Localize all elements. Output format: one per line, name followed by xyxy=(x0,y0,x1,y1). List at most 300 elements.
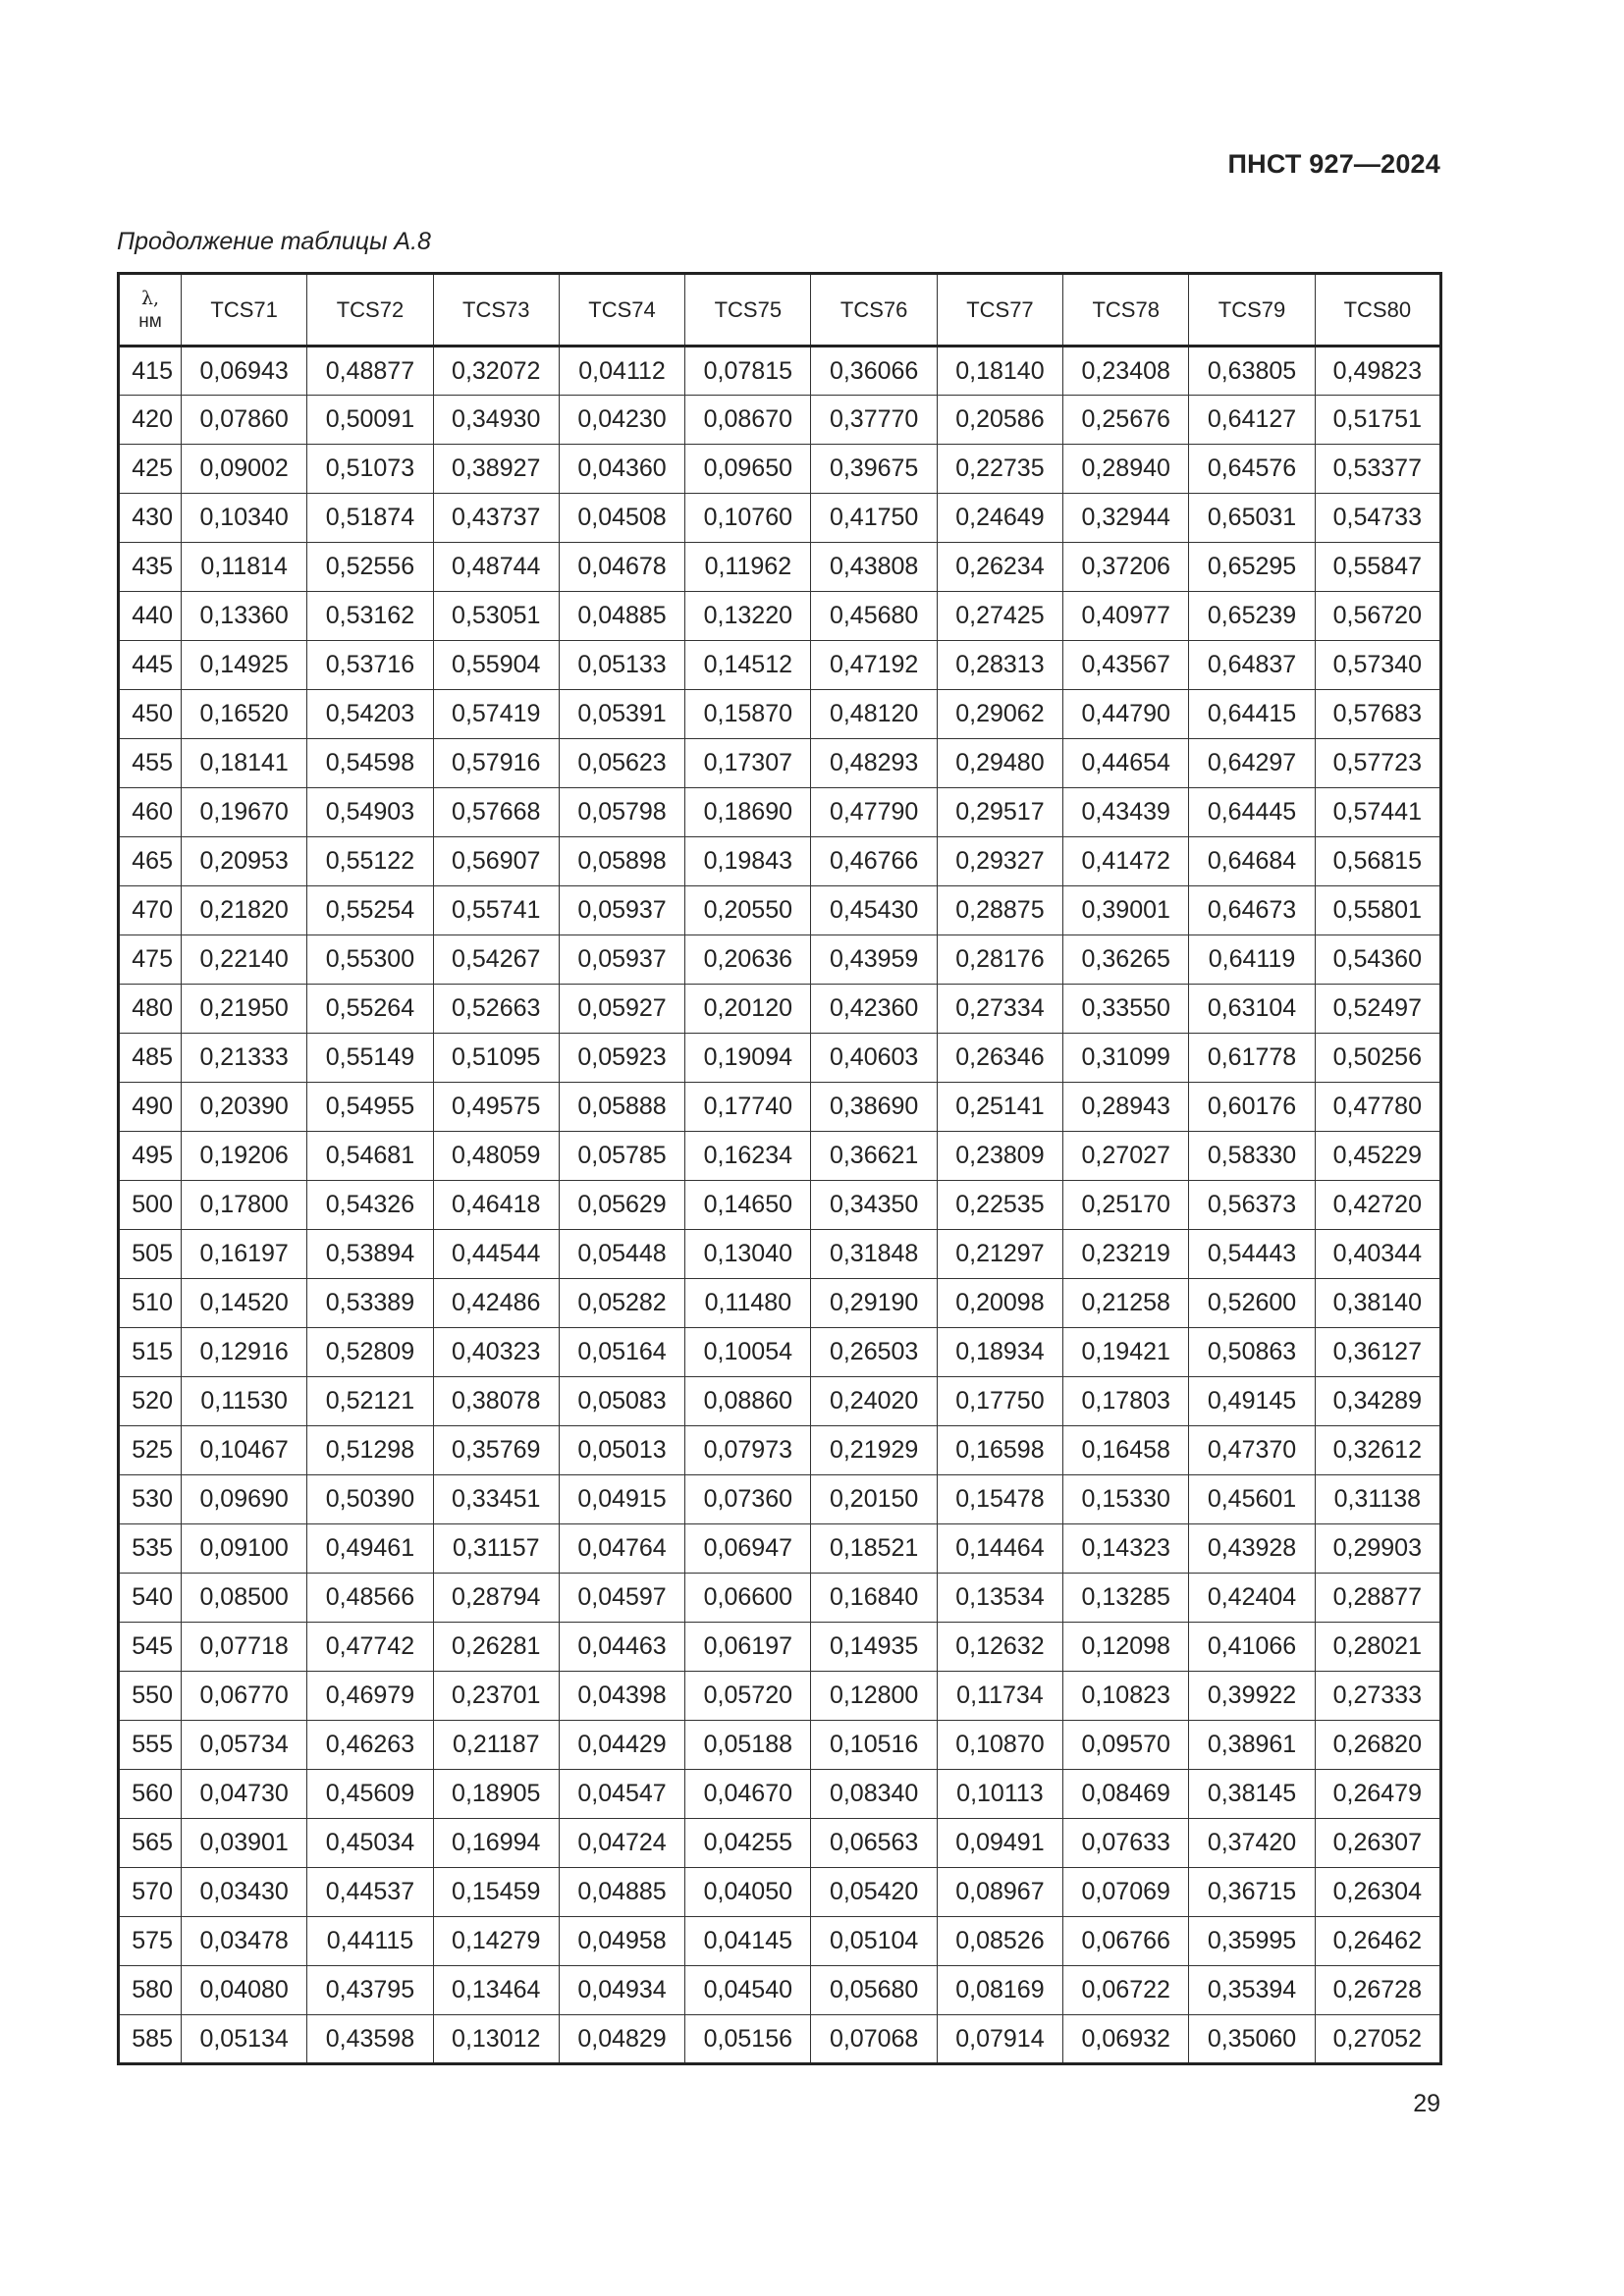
value-cell: 0,21297 xyxy=(937,1230,1062,1279)
value-cell: 0,50390 xyxy=(307,1475,433,1524)
value-cell: 0,27333 xyxy=(1315,1672,1440,1721)
value-cell: 0,47790 xyxy=(811,788,937,837)
value-cell: 0,19843 xyxy=(685,837,811,886)
value-cell: 0,07973 xyxy=(685,1426,811,1475)
value-cell: 0,32612 xyxy=(1315,1426,1440,1475)
value-cell: 0,19094 xyxy=(685,1034,811,1083)
value-cell: 0,18934 xyxy=(937,1328,1062,1377)
value-cell: 0,29480 xyxy=(937,739,1062,788)
value-cell: 0,03430 xyxy=(182,1868,307,1917)
value-cell: 0,11962 xyxy=(685,543,811,592)
value-cell: 0,36265 xyxy=(1063,935,1189,985)
value-cell: 0,42360 xyxy=(811,985,937,1034)
value-cell: 0,35769 xyxy=(433,1426,559,1475)
value-cell: 0,52663 xyxy=(433,985,559,1034)
value-cell: 0,04508 xyxy=(559,494,684,543)
wavelength-cell: 425 xyxy=(119,445,182,494)
value-cell: 0,29062 xyxy=(937,690,1062,739)
value-cell: 0,23701 xyxy=(433,1672,559,1721)
value-cell: 0,56815 xyxy=(1315,837,1440,886)
value-cell: 0,41750 xyxy=(811,494,937,543)
value-cell: 0,54955 xyxy=(307,1083,433,1132)
value-cell: 0,05937 xyxy=(559,935,684,985)
wavelength-cell: 505 xyxy=(119,1230,182,1279)
value-cell: 0,43567 xyxy=(1063,641,1189,690)
value-cell: 0,25170 xyxy=(1063,1181,1189,1230)
value-cell: 0,53051 xyxy=(433,592,559,641)
table-row xyxy=(119,1966,1441,2015)
value-cell: 0,07914 xyxy=(937,2015,1062,2064)
value-cell: 0,56720 xyxy=(1315,592,1440,641)
value-cell: 0,36066 xyxy=(811,347,937,396)
value-cell: 0,52556 xyxy=(307,543,433,592)
value-cell: 0,39675 xyxy=(811,445,937,494)
value-cell: 0,64415 xyxy=(1189,690,1315,739)
value-cell: 0,36715 xyxy=(1189,1868,1315,1917)
table-row xyxy=(119,1623,1441,1672)
value-cell: 0,12800 xyxy=(811,1672,937,1721)
value-cell: 0,20953 xyxy=(182,837,307,886)
wavelength-cell: 525 xyxy=(119,1426,182,1475)
value-cell: 0,37206 xyxy=(1063,543,1189,592)
table-row xyxy=(119,1574,1441,1623)
value-cell: 0,04145 xyxy=(685,1917,811,1966)
value-cell: 0,55122 xyxy=(307,837,433,886)
value-cell: 0,13012 xyxy=(433,2015,559,2064)
value-cell: 0,15870 xyxy=(685,690,811,739)
value-cell: 0,43737 xyxy=(433,494,559,543)
table-row xyxy=(119,1328,1441,1377)
value-cell: 0,26479 xyxy=(1315,1770,1440,1819)
value-cell: 0,14935 xyxy=(811,1623,937,1672)
value-cell: 0,28794 xyxy=(433,1574,559,1623)
value-cell: 0,48566 xyxy=(307,1574,433,1623)
value-cell: 0,55847 xyxy=(1315,543,1440,592)
value-cell: 0,07069 xyxy=(1063,1868,1189,1917)
value-cell: 0,55254 xyxy=(307,886,433,935)
table-row xyxy=(119,935,1441,985)
value-cell: 0,06766 xyxy=(1063,1917,1189,1966)
value-cell: 0,22535 xyxy=(937,1181,1062,1230)
wavelength-cell: 585 xyxy=(119,2015,182,2064)
value-cell: 0,51298 xyxy=(307,1426,433,1475)
value-cell: 0,25676 xyxy=(1063,396,1189,445)
value-cell: 0,08169 xyxy=(937,1966,1062,2015)
value-cell: 0,48744 xyxy=(433,543,559,592)
value-cell: 0,07633 xyxy=(1063,1819,1189,1868)
value-cell: 0,26304 xyxy=(1315,1868,1440,1917)
value-cell: 0,24020 xyxy=(811,1377,937,1426)
value-cell: 0,11530 xyxy=(182,1377,307,1426)
value-cell: 0,55741 xyxy=(433,886,559,935)
value-cell: 0,43598 xyxy=(307,2015,433,2064)
column-header: TCS72 xyxy=(307,274,433,347)
value-cell: 0,51874 xyxy=(307,494,433,543)
value-cell: 0,64127 xyxy=(1189,396,1315,445)
wavelength-cell: 420 xyxy=(119,396,182,445)
value-cell: 0,31848 xyxy=(811,1230,937,1279)
value-cell: 0,04958 xyxy=(559,1917,684,1966)
value-cell: 0,09690 xyxy=(182,1475,307,1524)
value-cell: 0,38690 xyxy=(811,1083,937,1132)
value-cell: 0,07815 xyxy=(685,347,811,396)
value-cell: 0,06722 xyxy=(1063,1966,1189,2015)
value-cell: 0,28176 xyxy=(937,935,1062,985)
value-cell: 0,28943 xyxy=(1063,1083,1189,1132)
value-cell: 0,10340 xyxy=(182,494,307,543)
value-cell: 0,44790 xyxy=(1063,690,1189,739)
table-row xyxy=(119,1917,1441,1966)
value-cell: 0,17750 xyxy=(937,1377,1062,1426)
value-cell: 0,54326 xyxy=(307,1181,433,1230)
value-cell: 0,05937 xyxy=(559,886,684,935)
value-cell: 0,64445 xyxy=(1189,788,1315,837)
value-cell: 0,08670 xyxy=(685,396,811,445)
value-cell: 0,57916 xyxy=(433,739,559,788)
value-cell: 0,36621 xyxy=(811,1132,937,1181)
value-cell: 0,27052 xyxy=(1315,2015,1440,2064)
value-cell: 0,40344 xyxy=(1315,1230,1440,1279)
value-cell: 0,43959 xyxy=(811,935,937,985)
value-cell: 0,18690 xyxy=(685,788,811,837)
value-cell: 0,26462 xyxy=(1315,1917,1440,1966)
value-cell: 0,06943 xyxy=(182,347,307,396)
value-cell: 0,03901 xyxy=(182,1819,307,1868)
value-cell: 0,05898 xyxy=(559,837,684,886)
value-cell: 0,28313 xyxy=(937,641,1062,690)
value-cell: 0,54443 xyxy=(1189,1230,1315,1279)
value-cell: 0,17800 xyxy=(182,1181,307,1230)
value-cell: 0,44537 xyxy=(307,1868,433,1917)
value-cell: 0,47780 xyxy=(1315,1083,1440,1132)
value-cell: 0,38145 xyxy=(1189,1770,1315,1819)
table-row xyxy=(119,886,1441,935)
value-cell: 0,38078 xyxy=(433,1377,559,1426)
value-cell: 0,48059 xyxy=(433,1132,559,1181)
value-cell: 0,04255 xyxy=(685,1819,811,1868)
value-cell: 0,65239 xyxy=(1189,592,1315,641)
table-row xyxy=(119,1426,1441,1475)
value-cell: 0,31157 xyxy=(433,1524,559,1574)
value-cell: 0,16197 xyxy=(182,1230,307,1279)
column-header: TCS75 xyxy=(685,274,811,347)
value-cell: 0,34350 xyxy=(811,1181,937,1230)
value-cell: 0,50256 xyxy=(1315,1034,1440,1083)
value-cell: 0,53162 xyxy=(307,592,433,641)
value-cell: 0,28940 xyxy=(1063,445,1189,494)
column-header: TCS71 xyxy=(182,274,307,347)
wavelength-cell: 435 xyxy=(119,543,182,592)
value-cell: 0,05134 xyxy=(182,2015,307,2064)
value-cell: 0,26728 xyxy=(1315,1966,1440,2015)
value-cell: 0,04398 xyxy=(559,1672,684,1721)
value-cell: 0,45609 xyxy=(307,1770,433,1819)
value-cell: 0,26820 xyxy=(1315,1721,1440,1770)
table-row xyxy=(119,1524,1441,1574)
value-cell: 0,54903 xyxy=(307,788,433,837)
value-cell: 0,07718 xyxy=(182,1623,307,1672)
value-cell: 0,20098 xyxy=(937,1279,1062,1328)
wavelength-cell: 460 xyxy=(119,788,182,837)
value-cell: 0,08526 xyxy=(937,1917,1062,1966)
value-cell: 0,27334 xyxy=(937,985,1062,1034)
value-cell: 0,26281 xyxy=(433,1623,559,1672)
value-cell: 0,08860 xyxy=(685,1377,811,1426)
value-cell: 0,16458 xyxy=(1063,1426,1189,1475)
value-cell: 0,09491 xyxy=(937,1819,1062,1868)
value-cell: 0,04597 xyxy=(559,1574,684,1623)
value-cell: 0,15459 xyxy=(433,1868,559,1917)
table-row xyxy=(119,1377,1441,1426)
value-cell: 0,06600 xyxy=(685,1574,811,1623)
value-cell: 0,04934 xyxy=(559,1966,684,2015)
wavelength-cell: 475 xyxy=(119,935,182,985)
value-cell: 0,38927 xyxy=(433,445,559,494)
value-cell: 0,07360 xyxy=(685,1475,811,1524)
value-cell: 0,05391 xyxy=(559,690,684,739)
data-table xyxy=(117,272,1442,2065)
value-cell: 0,57441 xyxy=(1315,788,1440,837)
value-cell: 0,51095 xyxy=(433,1034,559,1083)
value-cell: 0,46766 xyxy=(811,837,937,886)
value-cell: 0,11480 xyxy=(685,1279,811,1328)
value-cell: 0,43808 xyxy=(811,543,937,592)
document-number: ПНСТ 927—2024 xyxy=(1227,149,1440,179)
table-row xyxy=(119,1181,1441,1230)
value-cell: 0,15330 xyxy=(1063,1475,1189,1524)
value-cell: 0,04463 xyxy=(559,1623,684,1672)
value-cell: 0,60176 xyxy=(1189,1083,1315,1132)
value-cell: 0,15478 xyxy=(937,1475,1062,1524)
value-cell: 0,07860 xyxy=(182,396,307,445)
value-cell: 0,24649 xyxy=(937,494,1062,543)
wavelength-cell: 540 xyxy=(119,1574,182,1623)
value-cell: 0,04764 xyxy=(559,1524,684,1574)
value-cell: 0,04670 xyxy=(685,1770,811,1819)
value-cell: 0,33550 xyxy=(1063,985,1189,1034)
value-cell: 0,16234 xyxy=(685,1132,811,1181)
value-cell: 0,55904 xyxy=(433,641,559,690)
value-cell: 0,19206 xyxy=(182,1132,307,1181)
value-cell: 0,49145 xyxy=(1189,1377,1315,1426)
value-cell: 0,29903 xyxy=(1315,1524,1440,1574)
table-row xyxy=(119,396,1441,445)
value-cell: 0,53389 xyxy=(307,1279,433,1328)
value-cell: 0,28021 xyxy=(1315,1623,1440,1672)
value-cell: 0,58330 xyxy=(1189,1132,1315,1181)
value-cell: 0,13360 xyxy=(182,592,307,641)
value-cell: 0,26503 xyxy=(811,1328,937,1377)
value-cell: 0,28875 xyxy=(937,886,1062,935)
value-cell: 0,32072 xyxy=(433,347,559,396)
value-cell: 0,57419 xyxy=(433,690,559,739)
value-cell: 0,54598 xyxy=(307,739,433,788)
wavelength-cell: 415 xyxy=(119,347,182,396)
value-cell: 0,14279 xyxy=(433,1917,559,1966)
value-cell: 0,05927 xyxy=(559,985,684,1034)
value-cell: 0,17803 xyxy=(1063,1377,1189,1426)
value-cell: 0,05188 xyxy=(685,1721,811,1770)
value-cell: 0,09650 xyxy=(685,445,811,494)
value-cell: 0,45430 xyxy=(811,886,937,935)
value-cell: 0,05734 xyxy=(182,1721,307,1770)
value-cell: 0,10870 xyxy=(937,1721,1062,1770)
value-cell: 0,04360 xyxy=(559,445,684,494)
value-cell: 0,42720 xyxy=(1315,1181,1440,1230)
value-cell: 0,18521 xyxy=(811,1524,937,1574)
value-cell: 0,05785 xyxy=(559,1132,684,1181)
value-cell: 0,43439 xyxy=(1063,788,1189,837)
table-row xyxy=(119,494,1441,543)
value-cell: 0,05798 xyxy=(559,788,684,837)
value-cell: 0,46979 xyxy=(307,1672,433,1721)
value-cell: 0,10054 xyxy=(685,1328,811,1377)
value-cell: 0,12632 xyxy=(937,1623,1062,1672)
value-cell: 0,45034 xyxy=(307,1819,433,1868)
value-cell: 0,52600 xyxy=(1189,1279,1315,1328)
column-header: TCS78 xyxy=(1063,274,1189,347)
wavelength-cell: 500 xyxy=(119,1181,182,1230)
value-cell: 0,21187 xyxy=(433,1721,559,1770)
value-cell: 0,04429 xyxy=(559,1721,684,1770)
wavelength-cell: 550 xyxy=(119,1672,182,1721)
value-cell: 0,27425 xyxy=(937,592,1062,641)
wavelength-cell: 560 xyxy=(119,1770,182,1819)
value-cell: 0,63805 xyxy=(1189,347,1315,396)
value-cell: 0,08500 xyxy=(182,1574,307,1623)
value-cell: 0,14323 xyxy=(1063,1524,1189,1574)
value-cell: 0,14925 xyxy=(182,641,307,690)
value-cell: 0,18140 xyxy=(937,347,1062,396)
value-cell: 0,64837 xyxy=(1189,641,1315,690)
value-cell: 0,27027 xyxy=(1063,1132,1189,1181)
value-cell: 0,52121 xyxy=(307,1377,433,1426)
value-cell: 0,64297 xyxy=(1189,739,1315,788)
value-cell: 0,48293 xyxy=(811,739,937,788)
column-header: TCS80 xyxy=(1315,274,1440,347)
value-cell: 0,05083 xyxy=(559,1377,684,1426)
value-cell: 0,43795 xyxy=(307,1966,433,2015)
value-cell: 0,21929 xyxy=(811,1426,937,1475)
value-cell: 0,10823 xyxy=(1063,1672,1189,1721)
value-cell: 0,20150 xyxy=(811,1475,937,1524)
value-cell: 0,10113 xyxy=(937,1770,1062,1819)
value-cell: 0,54733 xyxy=(1315,494,1440,543)
value-cell: 0,55300 xyxy=(307,935,433,985)
table-row xyxy=(119,1819,1441,1868)
column-header: TCS77 xyxy=(937,274,1062,347)
value-cell: 0,33451 xyxy=(433,1475,559,1524)
wavelength-cell: 495 xyxy=(119,1132,182,1181)
value-cell: 0,40323 xyxy=(433,1328,559,1377)
value-cell: 0,10760 xyxy=(685,494,811,543)
table-row xyxy=(119,543,1441,592)
wavelength-cell: 440 xyxy=(119,592,182,641)
table-row xyxy=(119,1034,1441,1083)
value-cell: 0,43928 xyxy=(1189,1524,1315,1574)
value-cell: 0,05623 xyxy=(559,739,684,788)
value-cell: 0,13220 xyxy=(685,592,811,641)
value-cell: 0,21820 xyxy=(182,886,307,935)
value-cell: 0,14512 xyxy=(685,641,811,690)
value-cell: 0,21258 xyxy=(1063,1279,1189,1328)
value-cell: 0,20636 xyxy=(685,935,811,985)
table-row xyxy=(119,739,1441,788)
wavelength-cell: 580 xyxy=(119,1966,182,2015)
table-row xyxy=(119,347,1441,396)
value-cell: 0,05104 xyxy=(811,1917,937,1966)
wavelength-cell: 470 xyxy=(119,886,182,935)
value-cell: 0,38961 xyxy=(1189,1721,1315,1770)
value-cell: 0,05629 xyxy=(559,1181,684,1230)
wavelength-symbol: λ, xyxy=(140,287,160,309)
value-cell: 0,26346 xyxy=(937,1034,1062,1083)
value-cell: 0,57340 xyxy=(1315,641,1440,690)
value-cell: 0,23809 xyxy=(937,1132,1062,1181)
value-cell: 0,32944 xyxy=(1063,494,1189,543)
table-row xyxy=(119,445,1441,494)
value-cell: 0,46263 xyxy=(307,1721,433,1770)
value-cell: 0,04080 xyxy=(182,1966,307,2015)
value-cell: 0,26307 xyxy=(1315,1819,1440,1868)
value-cell: 0,23219 xyxy=(1063,1230,1189,1279)
value-cell: 0,52809 xyxy=(307,1328,433,1377)
value-cell: 0,17307 xyxy=(685,739,811,788)
wavelength-cell: 465 xyxy=(119,837,182,886)
value-cell: 0,37420 xyxy=(1189,1819,1315,1868)
value-cell: 0,52497 xyxy=(1315,985,1440,1034)
value-cell: 0,16994 xyxy=(433,1819,559,1868)
column-header: TCS76 xyxy=(811,274,937,347)
value-cell: 0,13534 xyxy=(937,1574,1062,1623)
value-cell: 0,21333 xyxy=(182,1034,307,1083)
table-row xyxy=(119,788,1441,837)
value-cell: 0,45601 xyxy=(1189,1475,1315,1524)
value-cell: 0,28877 xyxy=(1315,1574,1440,1623)
table-row xyxy=(119,1770,1441,1819)
value-cell: 0,09100 xyxy=(182,1524,307,1574)
value-cell: 0,64119 xyxy=(1189,935,1315,985)
value-cell: 0,41066 xyxy=(1189,1623,1315,1672)
value-cell: 0,07068 xyxy=(811,2015,937,2064)
table-row xyxy=(119,1721,1441,1770)
value-cell: 0,48120 xyxy=(811,690,937,739)
value-cell: 0,20390 xyxy=(182,1083,307,1132)
wavelength-cell: 520 xyxy=(119,1377,182,1426)
value-cell: 0,04112 xyxy=(559,347,684,396)
value-cell: 0,05720 xyxy=(685,1672,811,1721)
value-cell: 0,57683 xyxy=(1315,690,1440,739)
value-cell: 0,13285 xyxy=(1063,1574,1189,1623)
value-cell: 0,49823 xyxy=(1315,347,1440,396)
value-cell: 0,31138 xyxy=(1315,1475,1440,1524)
value-cell: 0,04885 xyxy=(559,1868,684,1917)
value-cell: 0,29517 xyxy=(937,788,1062,837)
value-cell: 0,06197 xyxy=(685,1623,811,1672)
value-cell: 0,04050 xyxy=(685,1868,811,1917)
value-cell: 0,13464 xyxy=(433,1966,559,2015)
table-row xyxy=(119,1083,1441,1132)
value-cell: 0,34289 xyxy=(1315,1377,1440,1426)
value-cell: 0,09570 xyxy=(1063,1721,1189,1770)
value-cell: 0,04915 xyxy=(559,1475,684,1524)
value-cell: 0,09002 xyxy=(182,445,307,494)
value-cell: 0,47742 xyxy=(307,1623,433,1672)
wavelength-cell: 545 xyxy=(119,1623,182,1672)
value-cell: 0,05133 xyxy=(559,641,684,690)
wavelength-cell: 485 xyxy=(119,1034,182,1083)
wavelength-cell: 515 xyxy=(119,1328,182,1377)
